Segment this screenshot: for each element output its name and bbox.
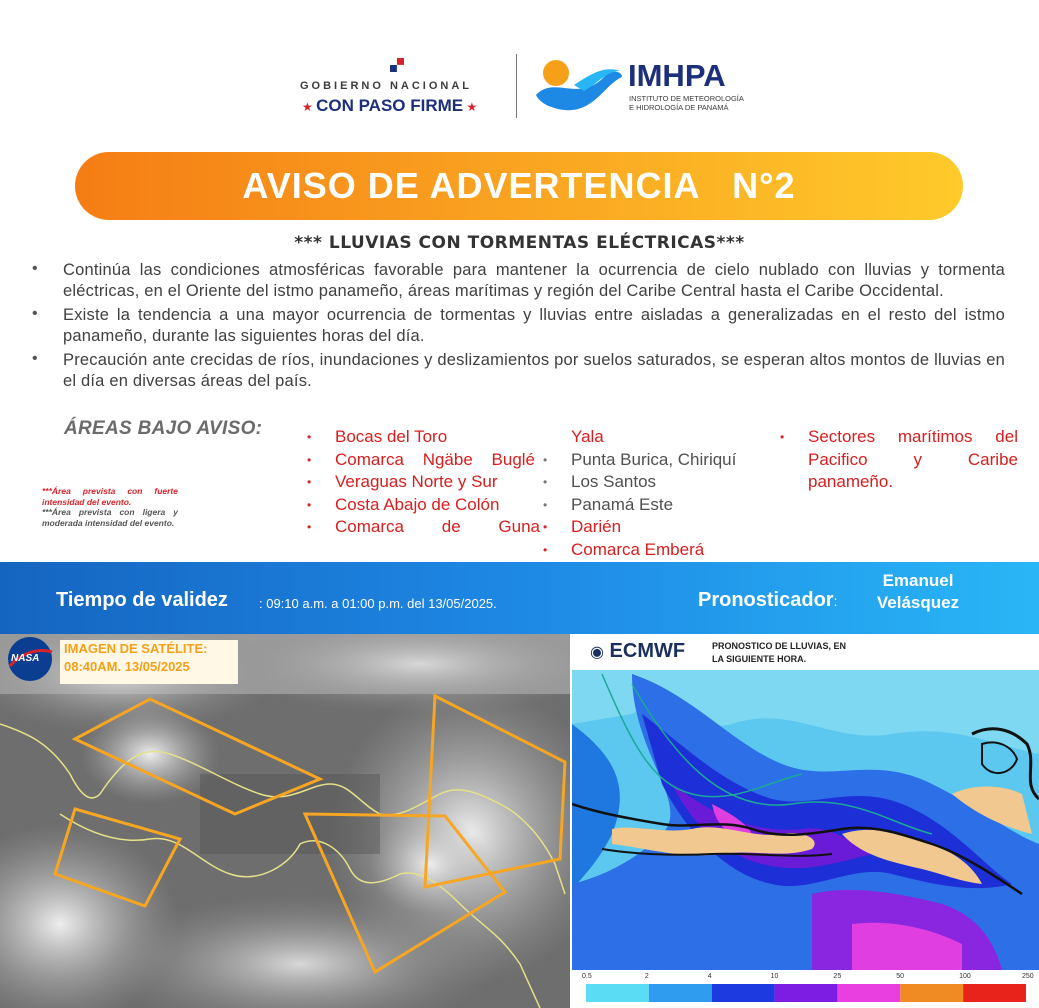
header-divider <box>516 54 517 118</box>
area-item: • Comarca de Guna <box>307 517 540 536</box>
forecaster-label: Pronosticador: <box>698 589 838 611</box>
area-item: • Los Santos <box>543 472 657 491</box>
forecaster-name: Emanuel Velásquez <box>876 571 960 612</box>
scale-tick-label: 25 <box>833 973 842 980</box>
scale-tick-label: 2 <box>644 973 649 980</box>
intensity-legend-note: ***Área prevista con fuerte intensidad del evento. ***Área prevista con ligera y moderada intensidad del evento. <box>42 486 178 528</box>
satellite-image <box>0 634 570 1008</box>
nasa-badge-text: NASA <box>11 653 40 664</box>
scale-tick-label: 0.5 <box>582 973 592 980</box>
ecmwf-swirl-icon: ◉ <box>590 644 604 661</box>
scale-swatch <box>712 984 775 1002</box>
warning-title-banner: AVISO DE ADVERTENCIA N°2 <box>75 152 963 220</box>
areas-column-1 <box>307 426 543 539</box>
validity-value: : 09:10 a.m. a 01:00 p.m. del 13/05/2025. <box>259 596 497 611</box>
list-item: • Continúa las condiciones atmosféricas favorable para mantener la ocurrencia de cielo nublado con lluvias y tormenta eléctricas, en el Oriente del istmo panameño, áreas marítimas y región del Caribe Central hasta el Caribe Occidental. <box>32 260 1005 300</box>
area-item: • Darién <box>543 517 622 536</box>
area-item: • Panamá Este <box>543 494 674 514</box>
area-item: Yala <box>571 427 604 446</box>
warning-subtitle: *** LLUVIAS CON TORMENTAS ELÉCTRICAS*** <box>294 233 745 253</box>
ecmwf-title: PRONOSTICO DE LLUVIAS, EN LA SIGUIENTE HORA. <box>712 641 847 664</box>
scale-tick-label: 250 <box>1022 973 1034 980</box>
scale-swatch <box>586 984 649 1002</box>
area-item: • Costa Abajo de Colón <box>307 494 500 514</box>
scale-swatch <box>900 984 963 1002</box>
scale-swatch <box>649 984 712 1002</box>
area-item: • Sectores marítimos del Pacifico y Caribe panameño. <box>780 427 1018 491</box>
areas-column-3 <box>780 426 1018 494</box>
bullet-list <box>30 260 1005 395</box>
areas-column-2 <box>543 426 778 561</box>
gov-line2: ★ CON PASO FIRME ★ <box>302 96 478 115</box>
area-item: • Bocas del Toro <box>307 427 448 446</box>
panama-flag-icon <box>390 58 404 72</box>
imhpa-name: IMHPA <box>628 58 726 93</box>
validity-label: Tiempo de validez <box>56 589 228 611</box>
scale-swatch <box>837 984 900 1002</box>
scale-tick-label: 50 <box>896 973 905 980</box>
area-item: • Veraguas Norte y Sur <box>307 472 498 491</box>
scale-swatch <box>775 984 838 1002</box>
gov-line1: GOBIERNO NACIONAL <box>300 80 472 92</box>
scale-tick-label: 10 <box>770 973 779 980</box>
scale-tick-label: 100 <box>959 973 971 980</box>
area-item: • Comarca Emberá <box>543 539 705 559</box>
areas-label: ÁREAS BAJO AVISO: <box>64 418 263 439</box>
list-item: • Existe la tendencia a una mayor ocurrencia de tormentas y lluvias entre aisladas a generalizadas en el resto del istmo panameño, durante las siguientes horas del día. <box>32 305 1005 345</box>
ecmwf-forecast-map <box>572 634 1039 1008</box>
satellite-caption: IMAGEN DE SATÉLITE: 08:40AM. 13/05/2025 <box>60 640 238 684</box>
scale-tick-label: 4 <box>707 973 712 980</box>
scale-swatch <box>963 984 1026 1002</box>
imhpa-logo-icon <box>534 55 624 117</box>
area-item: • Punta Burica, Chiriquí <box>543 449 737 469</box>
area-item: • Comarca Ngäbe Buglé <box>307 449 535 469</box>
ecmwf-logo: ◉ ECMWF <box>590 640 686 662</box>
list-item: • Precaución ante crecidas de ríos, inundaciones y deslizamientos por suelos saturados, se esperan altos montos de lluvias en el día en diversas áreas del país. <box>32 350 1005 390</box>
government-logo <box>300 58 505 118</box>
imhpa-subtitle: INSTITUTO DE METEOROLOGÍA E HIDROLOGÍA DE PANAMÁ <box>629 94 744 112</box>
